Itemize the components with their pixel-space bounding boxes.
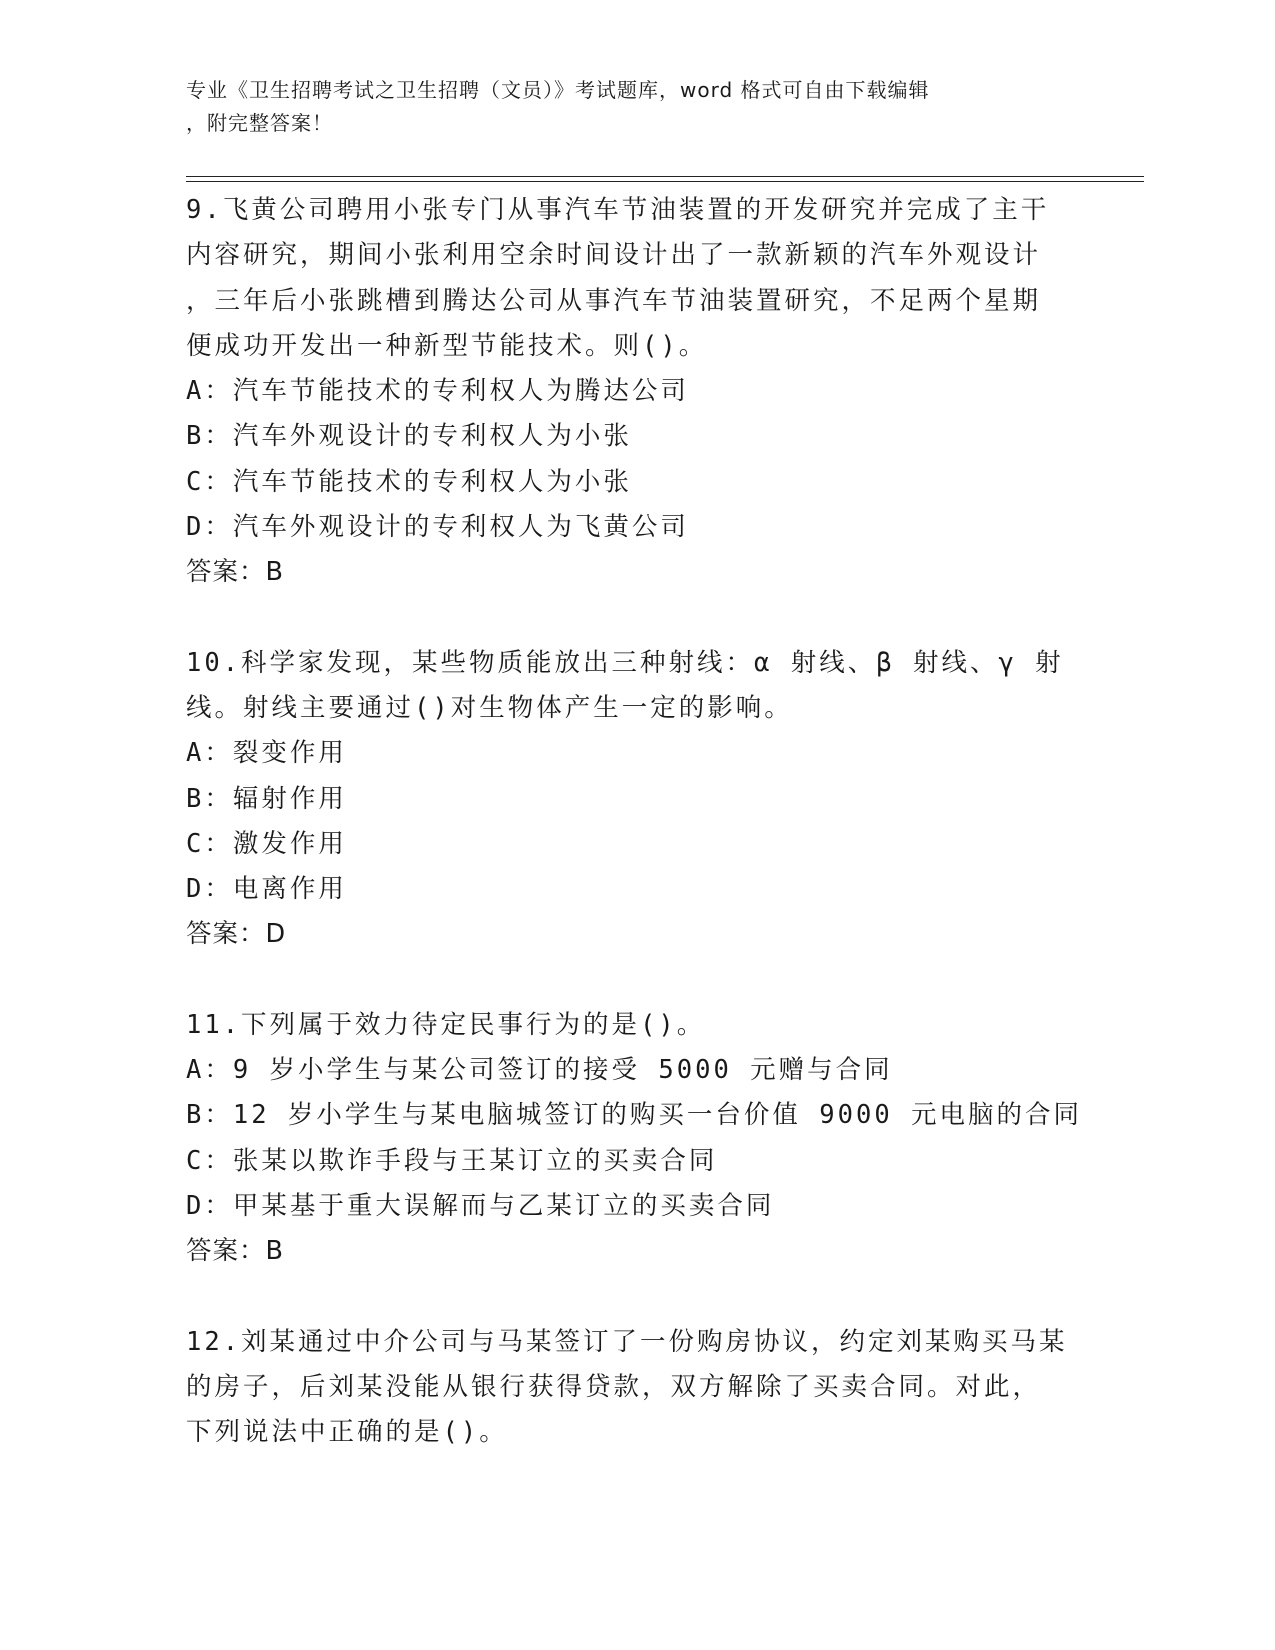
option-a: A：9 岁小学生与某公司签订的接受 5000 元赠与合同 <box>186 1055 893 1086</box>
header-line-1: 专业《卫生招聘考试之卫生招聘（文员）》考试题库，word 格式可自由下载编辑 <box>186 78 930 102</box>
answer-label: 答案：D <box>186 919 287 950</box>
question-spacer <box>186 596 1086 641</box>
question-list <box>186 188 1086 1455</box>
question-text-line: 9.飞黄公司聘用小张专门从事汽车节油装置的开发研究并完成了主干 <box>186 195 1050 225</box>
question-text-line: 11.下列属于效力待定民事行为的是()。 <box>186 1009 706 1040</box>
option-c: C：汽车节能技术的专利权人为小张 <box>186 466 632 497</box>
option-c: C：张某以欺诈手段与王某订立的买卖合同 <box>186 1145 718 1176</box>
question-spacer <box>186 1275 1086 1320</box>
question-text-line: 12.刘某通过中介公司与马某签订了一份购房协议，约定刘某购买马某 <box>186 1326 1068 1357</box>
option-d: D：电离作用 <box>186 874 347 905</box>
question-11 <box>186 1003 1086 1275</box>
header-divider-top <box>186 176 1144 177</box>
answer-label: 答案：B <box>186 1236 284 1267</box>
option-c: C：激发作用 <box>186 828 347 859</box>
question-text-line: 线。射线主要通过()对生物体产生一定的影响。 <box>186 692 793 723</box>
option-a: A：汽车节能技术的专利权人为腾达公司 <box>186 376 689 407</box>
question-10 <box>186 641 1086 958</box>
question-text-line: 内容研究，期间小张利用空余时间设计出了一款新颖的汽车外观设计 <box>186 240 1042 271</box>
question-text-line: 10.科学家发现，某些物质能放出三种射线：α 射线、β 射线、γ 射 <box>186 647 1064 678</box>
option-b: B：辐射作用 <box>186 783 347 814</box>
document-header <box>186 74 1066 140</box>
question-12 <box>186 1320 1086 1456</box>
question-text-line: 的房子，后刘某没能从银行获得贷款，双方解除了买卖合同。对此， <box>186 1371 1042 1402</box>
question-text-line: ，三年后小张跳槽到腾达公司从事汽车节油装置研究，不足两个星期 <box>186 285 1042 316</box>
option-d: D：汽车外观设计的专利权人为飞黄公司 <box>186 512 689 543</box>
option-a: A：裂变作用 <box>186 738 347 769</box>
answer-label: 答案：B <box>186 557 284 588</box>
option-d: D：甲某基于重大误解而与乙某订立的买卖合同 <box>186 1190 775 1221</box>
option-b: B：12 岁小学生与某电脑城签订的购买一台价值 9000 元电脑的合同 <box>186 1100 1083 1131</box>
option-b: B：汽车外观设计的专利权人为小张 <box>186 421 632 452</box>
question-spacer <box>186 958 1086 1003</box>
header-line-2: ，附完整答案！ <box>186 111 333 135</box>
question-text-line: 便成功开发出一种新型节能技术。则()。 <box>186 330 708 361</box>
question-9 <box>186 188 1086 596</box>
header-divider-bottom <box>186 181 1144 182</box>
question-text-line: 下列说法中正确的是()。 <box>186 1417 508 1448</box>
